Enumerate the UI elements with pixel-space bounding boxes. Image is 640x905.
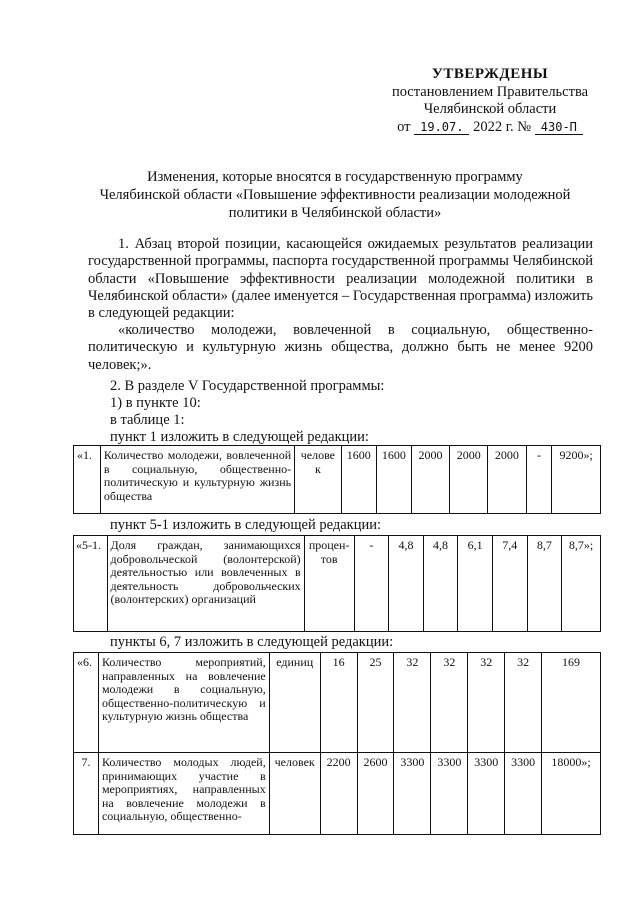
value-cell: 32	[505, 653, 542, 753]
table-row	[74, 753, 601, 835]
value-cell: 18000»;	[542, 753, 601, 835]
value-cell: -	[354, 536, 389, 632]
approval-from: от	[397, 118, 411, 135]
value-cell: 2000	[450, 446, 488, 514]
title-line-1: Изменения, которые вносятся в государственную программу	[147, 169, 523, 185]
table-row	[74, 536, 601, 632]
paragraph-1: 1. Абзац второй позиции, касающейся ожидаемых результатов реализации государственной программы, паспорта государственной программы Челябинской области «Повышение эффективности реализации молодежной политики в Челябинской области» (далее именуется – Государственная программа) изложить в следующей редакции:	[88, 236, 593, 322]
indicator-name: Количество молодежи, вовлеченной в социальную, общественно-политическую и культурную жизнь общества	[100, 446, 294, 514]
indicator-unit: процен- тов	[304, 536, 354, 632]
indicator-unit: единиц	[269, 653, 320, 753]
value-cell: 7,4	[492, 536, 527, 632]
value-cell: 9200»;	[552, 446, 601, 514]
value-cell: 1600	[341, 446, 376, 514]
row-number: «6.	[74, 653, 99, 753]
approval-line-1: постановлением Правительства	[391, 83, 589, 100]
value-cell: 2200	[320, 753, 357, 835]
value-cell: 2600	[357, 753, 394, 835]
heading-points-6-7: пункты 6, 7 изложить в следующей редакции:	[110, 634, 394, 650]
value-cell: 3300	[505, 753, 542, 835]
approval-date: 19.07.	[414, 120, 469, 135]
table-points-6-7	[73, 652, 601, 835]
indicator-unit: челове к	[295, 446, 342, 514]
value-cell: 32	[431, 653, 468, 753]
row-number: «1.	[74, 446, 101, 514]
table-point-1	[73, 445, 601, 514]
table-1-line: в таблице 1:	[110, 412, 185, 428]
heading-point-5-1: пункт 5-1 изложить в следующей редакции:	[110, 517, 381, 533]
row-number: «5-1.	[74, 536, 108, 632]
value-cell: 2000	[488, 446, 526, 514]
value-cell: 32	[394, 653, 431, 753]
approval-year: 2022 г. №	[473, 118, 532, 135]
approval-line-2: Челябинской области	[423, 101, 557, 117]
section-5-line: 2. В разделе V Государственной программы:	[110, 378, 385, 394]
indicator-name: Доля граждан, занимающихся добровольческой (волонтерской) деятельностью или вовлеченных в деятельность добровольческих (волонтерских) организаций	[107, 536, 304, 632]
title-line-2: Челябинской области «Повышение эффективности реализации молодежной	[99, 187, 571, 203]
value-cell: 16	[320, 653, 357, 753]
point-10-line: 1) в пункте 10:	[110, 395, 201, 411]
table-row	[74, 653, 601, 753]
value-cell: 4,8	[389, 536, 424, 632]
value-cell: 169	[542, 653, 601, 753]
value-cell: 3300	[394, 753, 431, 835]
document-title	[80, 168, 590, 222]
table-point-5-1	[73, 535, 601, 632]
value-cell: 3300	[431, 753, 468, 835]
row-number: 7.	[74, 753, 99, 835]
value-cell: 2000	[411, 446, 449, 514]
title-line-3: политики в Челябинской области»	[228, 205, 442, 221]
value-cell: 3300	[468, 753, 505, 835]
approval-number: 430-П	[535, 120, 583, 135]
value-cell: 32	[468, 653, 505, 753]
value-cell: -	[526, 446, 552, 514]
approval-block	[370, 66, 610, 136]
value-cell: 8,7	[527, 536, 562, 632]
value-cell: 8,7»;	[562, 536, 601, 632]
value-cell: 25	[357, 653, 394, 753]
value-cell: 1600	[376, 446, 411, 514]
value-cell: 4,8	[423, 536, 458, 632]
paragraph-2: «количество молодежи, вовлеченной в социальную, общественно-политическую и культурную жизнь общества, должно быть не менее 9200 человек;».	[88, 322, 593, 373]
indicator-name: Количество мероприятий, направленных на вовлечение молодежи в социальную, общественно-политическую и культурную жизнь общества	[98, 653, 269, 753]
indicator-name: Количество молодых людей, принимающих участие в мероприятиях, направленных на вовлечение молодежи в социальную, общественно-	[98, 753, 269, 835]
indicator-unit: человек	[269, 753, 320, 835]
approval-title: УТВЕРЖДЕНЫ	[431, 66, 549, 82]
heading-point-1: пункт 1 изложить в следующей редакции:	[110, 429, 369, 445]
table-row	[74, 446, 601, 514]
value-cell: 6,1	[458, 536, 493, 632]
approval-date-line	[370, 119, 610, 137]
